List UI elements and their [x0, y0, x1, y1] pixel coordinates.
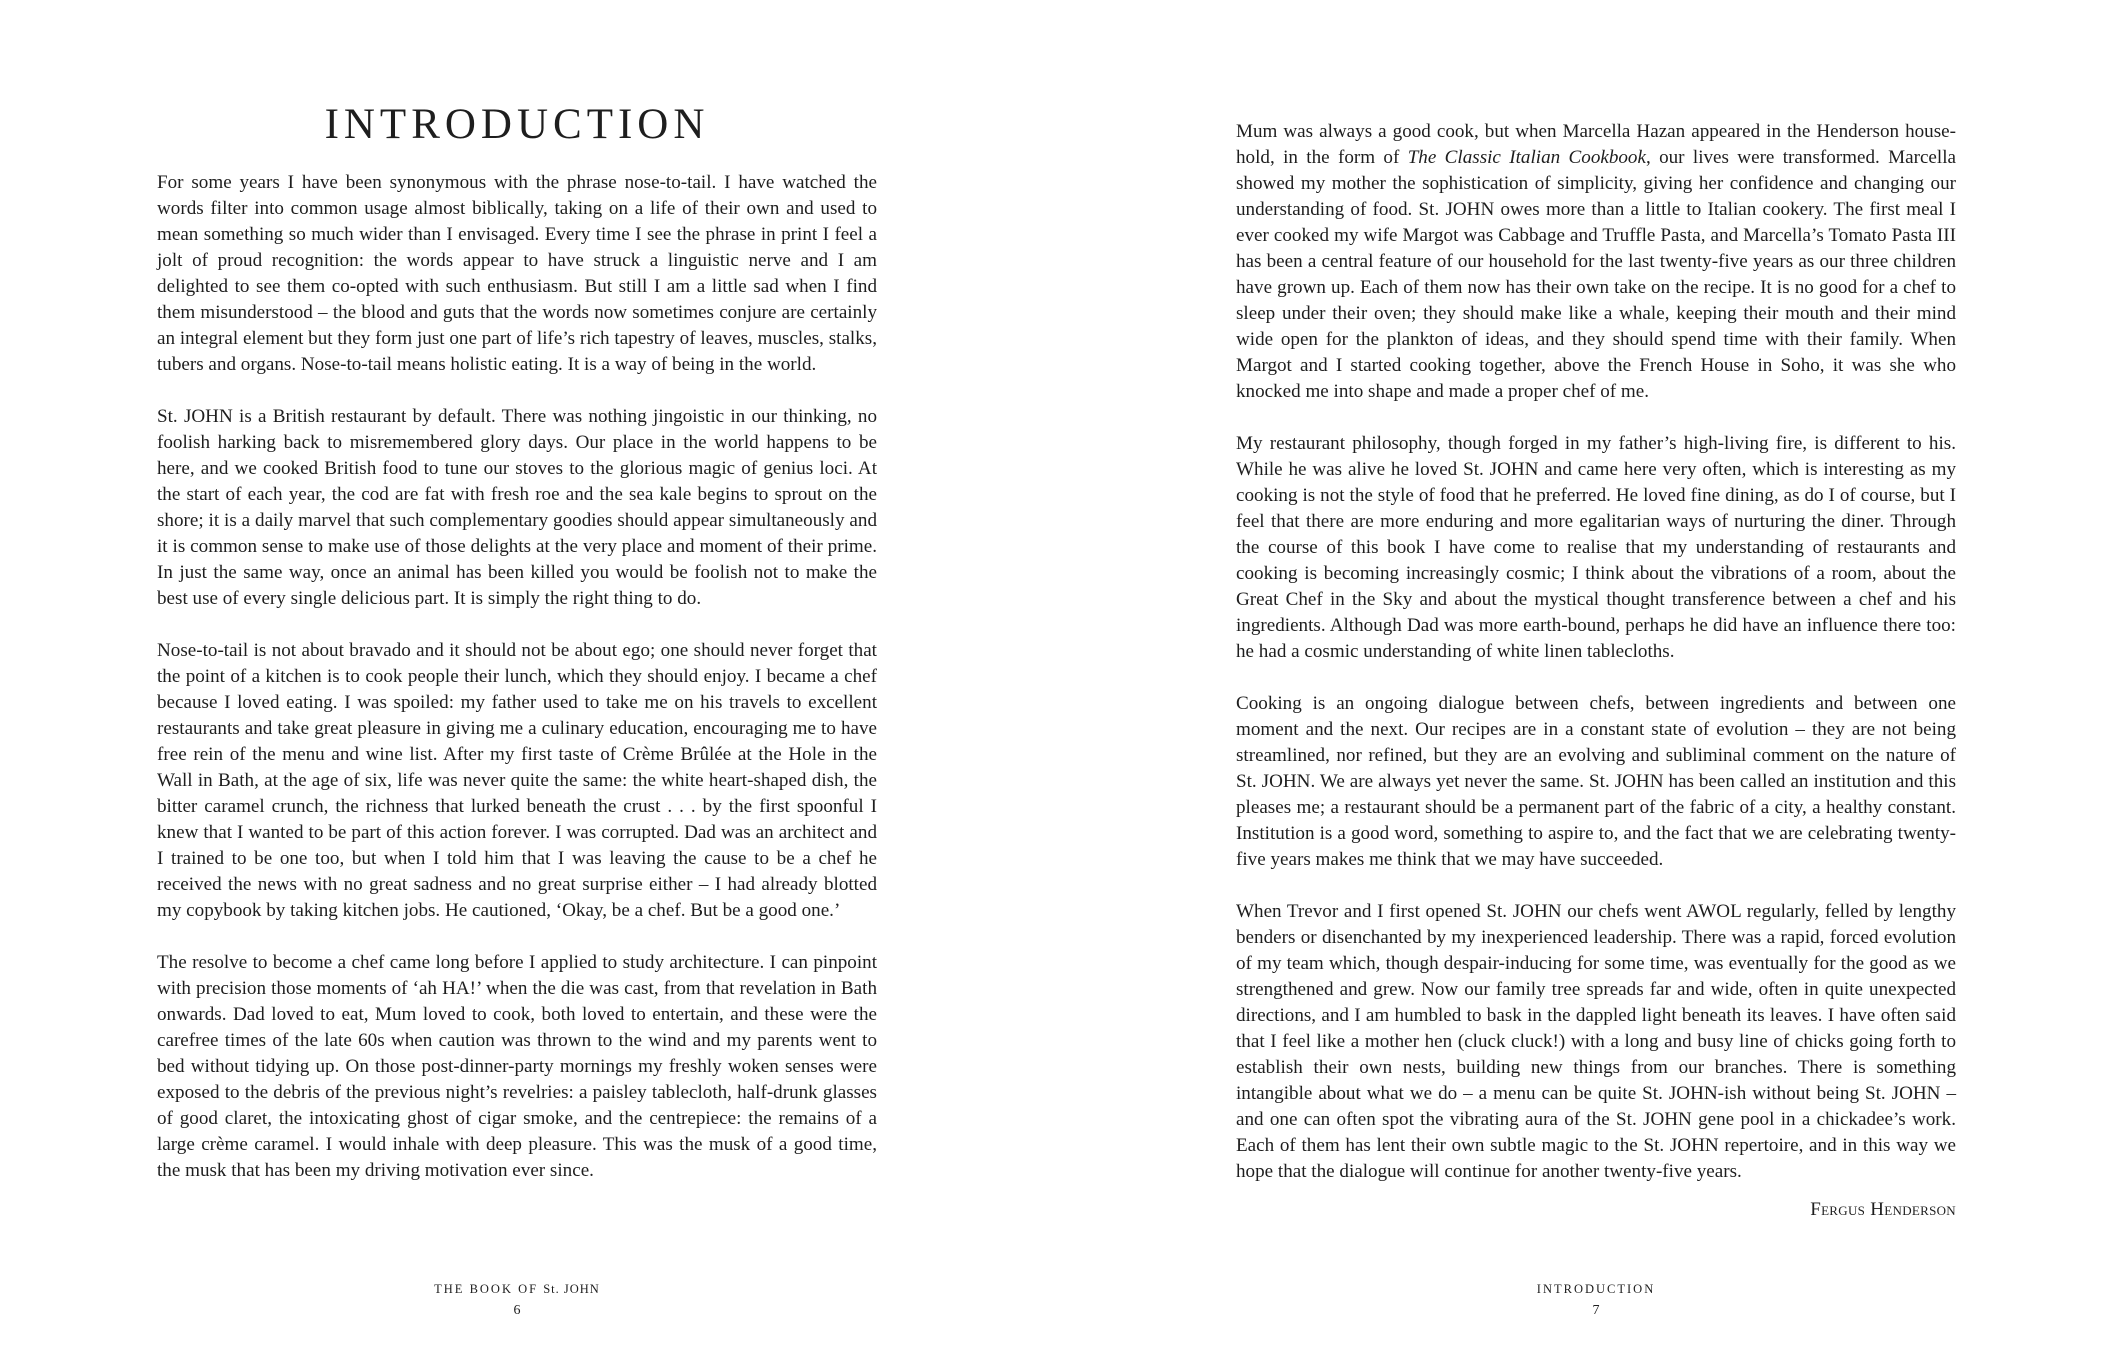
left-page	[0, 0, 1050, 1369]
body-paragraph: Cooking is an ongoing dialogue between chefs, between ingredients and between one moment and the next. Our recipes are in a constant state of evolution – they are not being streamlined, nor refined, but they are an evolving and subliminal comment on the nature of St. JOHN. We are always yet never the same. St. JOHN has been called an institution and this pleases me; a restaurant should be a permanent part of the fabric of a city, a healthy constant. Institution is a good word, something to aspire to, and the fact that we are celebrating twenty-five years makes me think that we may have succeeded.	[1236, 693, 1956, 870]
paragraph-text: , our lives were transformed. Marcella showed my mother the sophistication of simplicity, giving her confidence and changing our understanding of food. St. JOHN owes more than a little to Italian cookery. The first meal I ever cooked my wife Margot was Cabbage and Truffle Pasta, and Marcella’s Tomato Pasta III has been a central feature of our household for the last twenty-five years as our three children have grown up. Each of them now has their own take on the recipe. It is no good for a chef to sleep under their oven; they should make like a whale, keeping their mouth and their mind wide open for the plankton of ideas, and they should spend time with their family. When Margot and I started cooking together, above the French House in Soho, it was she who knocked me into shape and made a proper chef of me.	[1236, 147, 1956, 402]
page-number: 6	[513, 1303, 521, 1318]
body-paragraph: St. JOHN is a British restaurant by default. There was nothing jingoistic in our thinking, no foolish harking back to misremembered glory days. Our place in the world happens to be here, and we cooked British food to tune our stoves to the glorious magic of genius loci. At the start of each year, the cod are fat with fresh roe and the sea kale begins to sprout on the shore; it is a daily marvel that such complementary goodies should appear simultaneously and it is common sense to make use of those delights at the very place and moment of their prime. In just the same way, once an animal has been killed you would be foolish not to make the best use of every single delicious part. It is simply the right thing to do.	[157, 406, 877, 609]
right-page-footer	[1236, 1280, 1956, 1322]
running-head: INTRODUCTION	[1536, 1282, 1656, 1296]
running-head-text: THE BOOK OF	[434, 1282, 544, 1296]
right-text-column	[1236, 119, 1956, 1223]
book-title-italic: The Classic Italian Cookbook	[1407, 147, 1646, 168]
body-paragraph: My restaurant philosophy, though forged in my father’s high-living fire, is different to his. While he was alive he loved St. JOHN and came here very often, which is interesting as my cooking is not the style of food that he preferred. He loved fine dining, as do I of course, but I feel that there are more enduring and more egalitarian ways of nurturing the diner. Through the course of this book I have come to realise that my understanding of restaurants and cooking is becoming increasingly cosmic; I think about the vibrations of a room, about the Great Chef in the Sky and about the mystical thought transference between a chef and his ingredients. Although Dad was more earth-bound, perhaps he did have an influence there too: he had a cosmic understanding of white linen tablecloths.	[1236, 433, 1956, 662]
left-page-footer	[157, 1280, 877, 1322]
chapter-title: INTRODUCTION	[324, 101, 710, 148]
author-signature: Fergus Henderson	[1810, 1199, 1956, 1220]
left-text-column	[157, 170, 877, 1210]
right-page	[1050, 0, 2101, 1369]
page-number: 7	[1592, 1303, 1600, 1318]
paragraph-text: Mum was always a good cook, but when Marcella Hazan appeared in the Henderson household, in the form of	[1236, 121, 1956, 168]
running-head-name: St. JOHN	[543, 1282, 600, 1296]
body-paragraph: The resolve to become a chef came long before I applied to study architecture. I can pinpoint with precision those moments of ‘ah HA!’ when the die was cast, from that revelation in Bath onwards. Dad loved to eat, Mum loved to cook, both loved to entertain, and these were the carefree times of the late 60s when caution was thrown to the wind and my parents went to bed without tidying up. On those post-dinner-party mornings my freshly woken senses were exposed to the debris of the previous night’s revelries: a paisley tablecloth, half-drunk glasses of good claret, the intoxicating ghost of cigar smoke, and the centrepiece: the remains of a large crème caramel. I would inhale with deep pleasure. This was the musk of a good time, the musk that has been my driving motivation ever since.	[157, 952, 877, 1181]
running-head	[157, 1280, 877, 1298]
body-paragraph: When Trevor and I first opened St. JOHN our chefs went AWOL regularly, felled by lengthy benders or disenchanted by my inexperienced leadership. There was a rapid, forced evolution of my team which, though despair-inducing for some time, was eventually for the good as we strengthened and grew. Now our family tree spreads far and wide, often in quite unexpected directions, and I am humbled to bask in the dappled light beneath its leaves. I have often said that I feel like a mother hen (cluck cluck!) with a long and busy line of chicks going forth to establish their own nests, building new things from our branches. There is something intangible about what we do – a menu can be quite St. JOHN-ish without being St. JOHN – and one can often spot the vibrating aura of the St. JOHN gene pool in a chickadee’s work. Each of them has lent their own subtle magic to the St. JOHN repertoire, and in this way we hope that the dialogue will continue for another twenty-five years.	[1236, 901, 1956, 1182]
body-paragraph: Nose-to-tail is not about bravado and it should not be about ego; one should never forget that the point of a kitchen is to cook people their lunch, which they should enjoy. I became a chef because I loved eating. I was spoiled: my father used to take me on his travels to excellent restaurants and take great pleasure in giving me a culinary education, encouraging me to have free rein of the menu and wine list. After my first taste of Crème Brûlée at the Hole in the Wall in Bath, at the age of six, life was never quite the same: the white heart-shaped dish, the bitter caramel crunch, the richness that lurked beneath the crust . . . by the first spoonful I knew that I wanted to be part of this action forever. I was corrupted. Dad was an architect and I trained to be one too, but when I told him that I was leaving the cause to be a chef he received the news with no great sadness and no great surprise either – I had already blotted my copybook by taking kitchen jobs. He cautioned, ‘Okay, be a chef. But be a good one.’	[157, 640, 877, 921]
body-paragraph	[1236, 119, 1956, 405]
body-paragraph: For some years I have been synonymous with the phrase nose-to-tail. I have watched the words filter into common usage almost biblically, taking on a life of their own and used to mean something so much wider than I envisaged. Every time I see the phrase in print I feel a jolt of proud recognition: the words appear to have struck a linguistic nerve and I am delighted to see them co-opted with such enthusiasm. But still I am a little sad when I find them misunderstood – the blood and guts that the words now sometimes conjure are certainly an integral element but they form just one part of life’s rich tapestry of leaves, muscles, stalks, tubers and organs. Nose-to-tail means holistic eating. It is a way of being in the world.	[157, 172, 877, 375]
